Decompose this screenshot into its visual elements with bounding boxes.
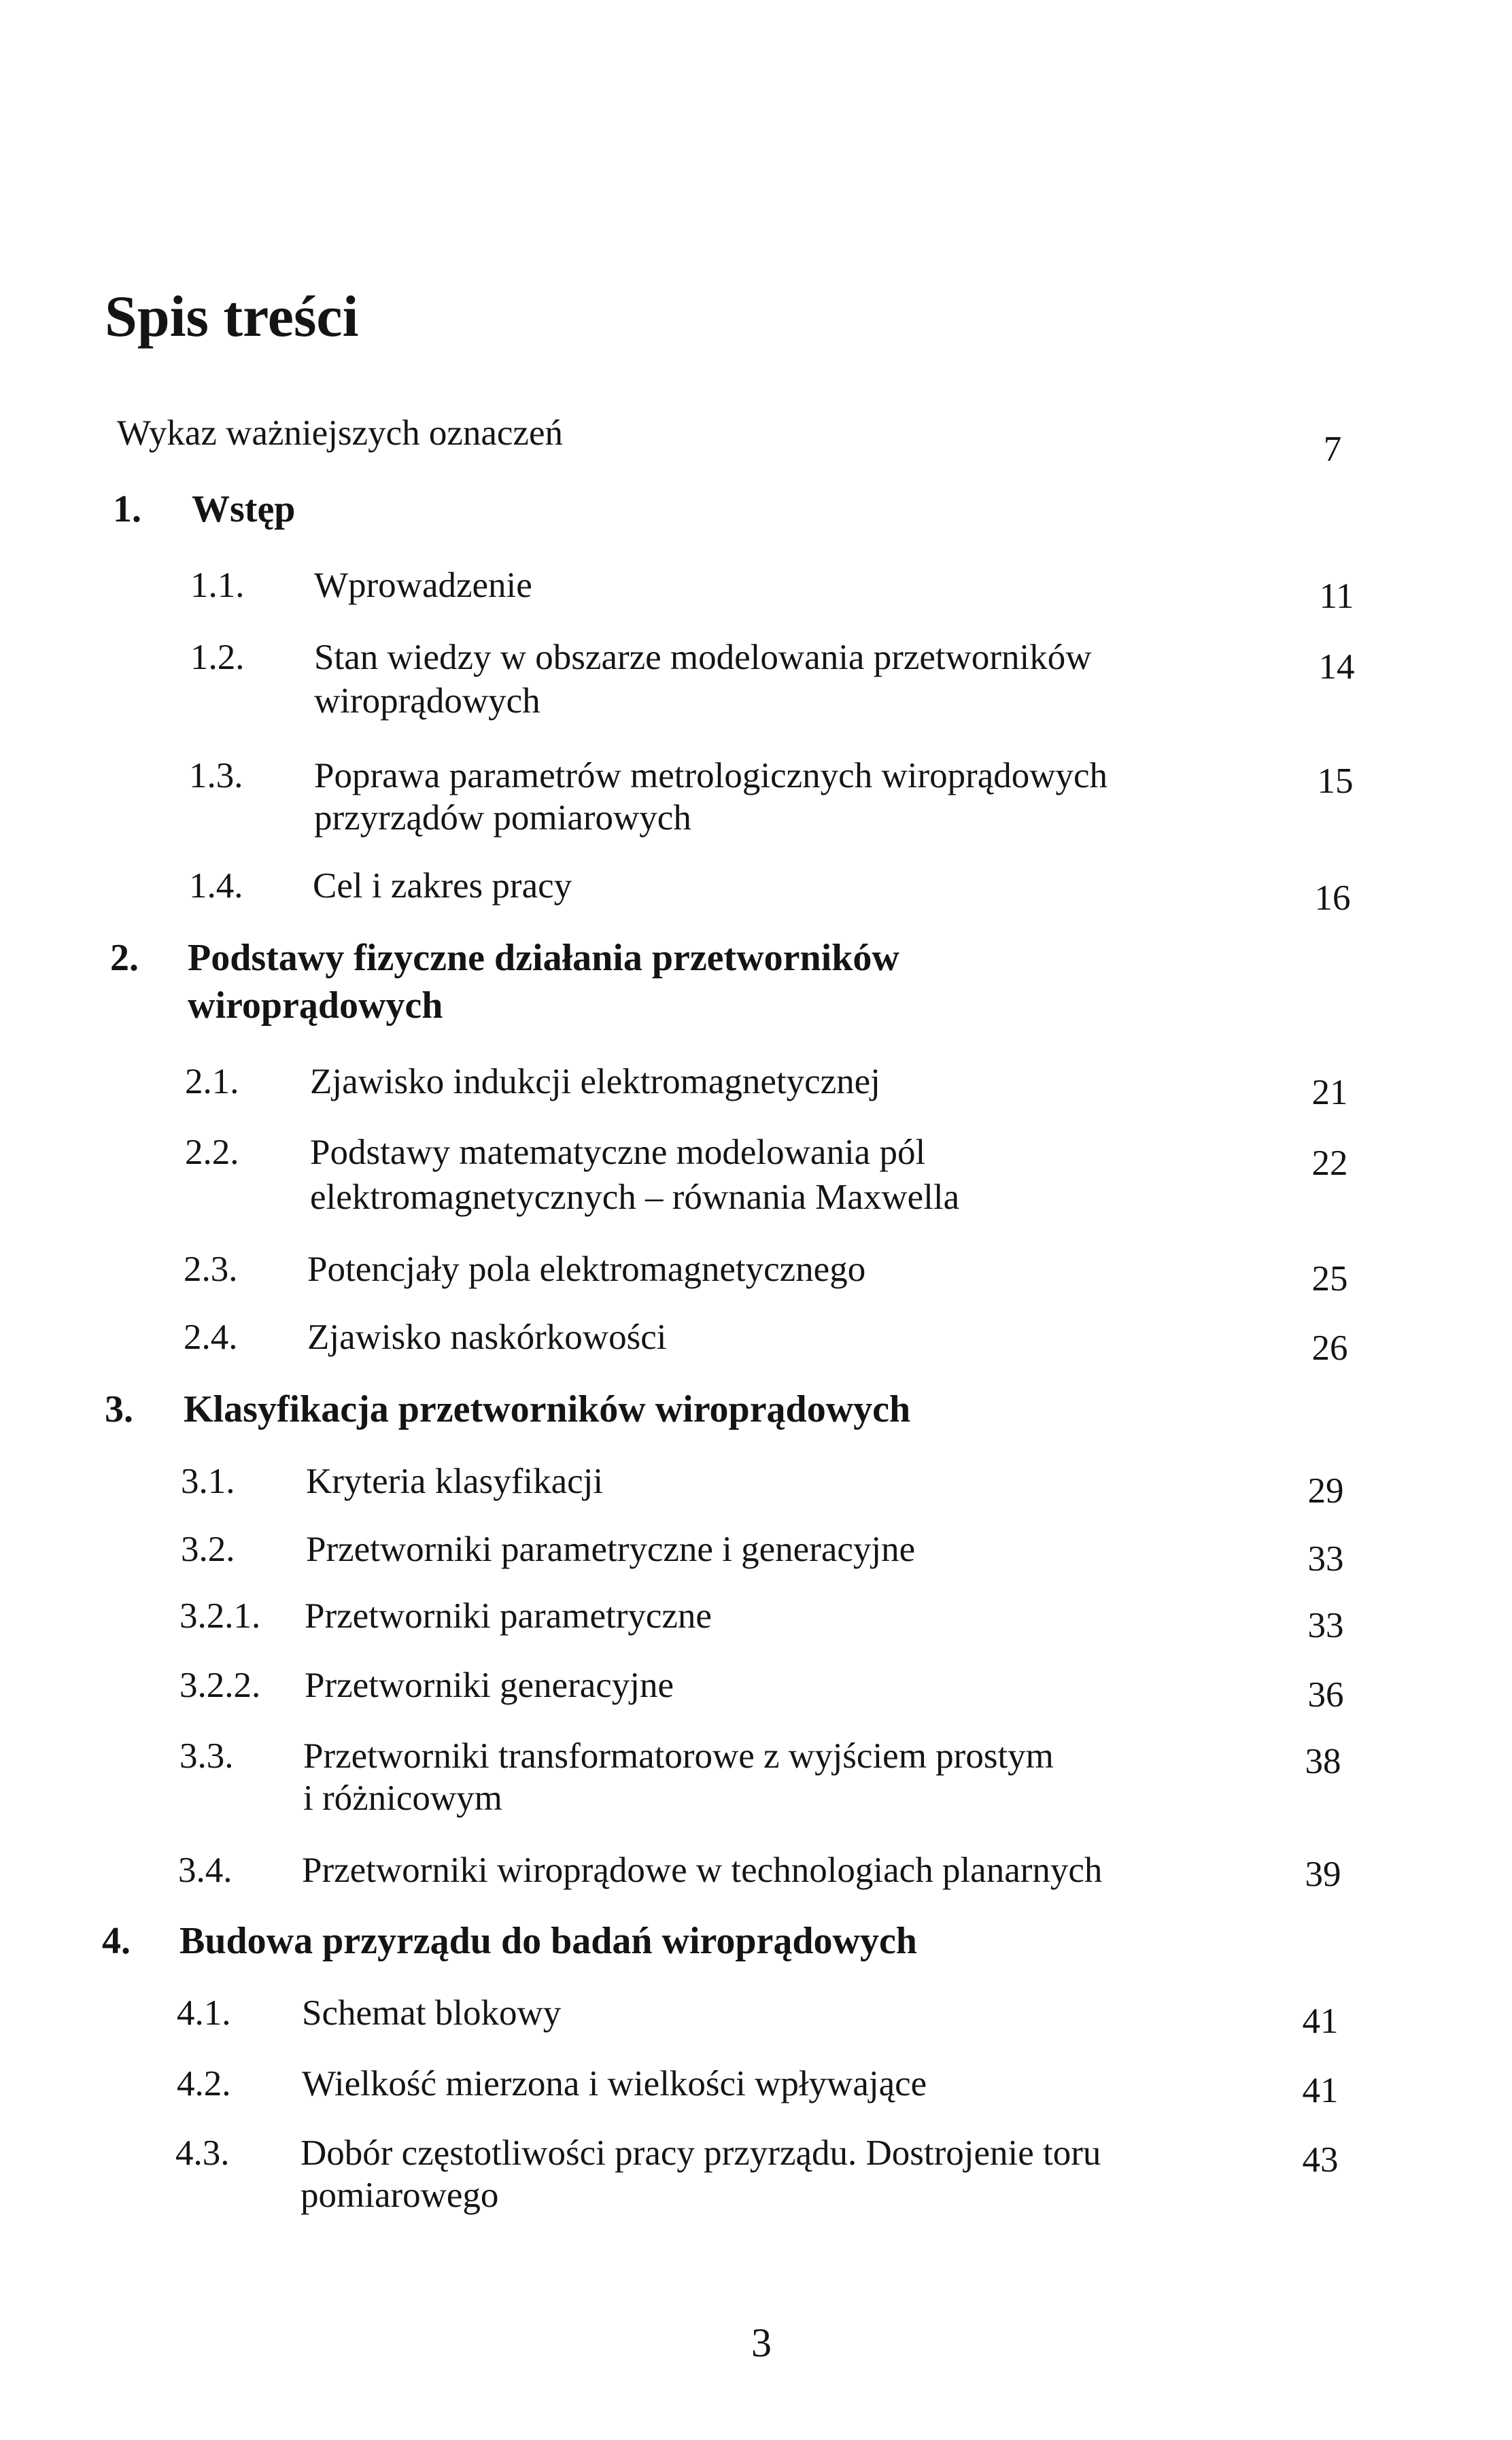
chapter-3-title: Klasyfikacja przetworników wiroprądowych [184, 1388, 911, 1430]
section-1-2-number: 1.2. [190, 638, 245, 677]
section-1-2-title-cont: wiroprądowych [314, 681, 540, 721]
section-3-2-2-title: Przetworniki generacyjne [305, 1666, 674, 1705]
section-4-3-title-cont: pomiarowego [300, 2176, 499, 2215]
page-title: Spis treści [105, 283, 359, 349]
section-2-4-page: 26 [1311, 1328, 1348, 1368]
section-3-4-page: 39 [1305, 1855, 1341, 1894]
chapter-4-number: 4. [102, 1920, 131, 1962]
section-2-3-page: 25 [1311, 1259, 1348, 1299]
section-1-2-title: Stan wiedzy w obszarze modelowania przetworników [314, 638, 1092, 677]
section-3-3-title: Przetworniki transformatorowe z wyjściem prostym [303, 1736, 1054, 1776]
section-2-2-page: 22 [1311, 1144, 1348, 1183]
section-2-2-number: 2.2. [185, 1133, 239, 1172]
section-2-1-number: 2.1. [185, 1062, 239, 1101]
section-2-4-title: Zjawisko naskórkowości [307, 1318, 667, 1357]
section-3-2-1-title: Przetworniki parametryczne [305, 1596, 712, 1636]
section-2-4-number: 2.4. [184, 1318, 238, 1357]
chapter-2-title-cont: wiroprądowych [188, 984, 443, 1027]
section-3-1-title: Kryteria klasyfikacji [306, 1462, 604, 1501]
intro-page-number: 7 [1323, 430, 1342, 469]
section-4-2-page: 41 [1302, 2071, 1339, 2110]
section-3-3-number: 3.3. [179, 1736, 234, 1776]
section-3-2-number: 3.2. [181, 1530, 235, 1569]
section-2-3-title: Potencjały pola elektromagnetycznego [307, 1250, 866, 1289]
section-2-2-title: Podstawy matematyczne modelowania pól [310, 1133, 926, 1172]
section-3-3-page: 38 [1305, 1742, 1341, 1781]
chapter-4-title: Budowa przyrządu do badań wiroprądowych [179, 1920, 917, 1962]
section-3-2-1-number: 3.2.1. [179, 1596, 261, 1636]
chapter-3-number: 3. [105, 1388, 133, 1430]
section-1-3-title: Poprawa parametrów metrologicznych wiroprądowych [314, 756, 1108, 795]
section-4-2-title: Wielkość mierzona i wielkości wpływające [302, 2064, 927, 2103]
section-1-3-number: 1.3. [189, 756, 243, 795]
section-3-4-number: 3.4. [178, 1851, 233, 1890]
section-1-3-page: 15 [1317, 761, 1354, 801]
section-3-3-title-cont: i różnicowym [303, 1779, 502, 1818]
chapter-1-title: Wstęp [192, 488, 296, 530]
chapter-2-number: 2. [110, 937, 139, 979]
section-1-4-page: 16 [1314, 878, 1351, 918]
section-4-3-page: 43 [1302, 2140, 1339, 2180]
section-3-2-page: 33 [1307, 1539, 1344, 1579]
section-3-2-1-page: 33 [1307, 1606, 1344, 1645]
section-1-1-page: 11 [1319, 577, 1354, 616]
section-3-2-2-number: 3.2.2. [179, 1666, 261, 1705]
section-4-3-number: 4.3. [175, 2133, 230, 2173]
section-2-1-page: 21 [1311, 1073, 1348, 1112]
section-3-2-title: Przetworniki parametryczne i generacyjne [306, 1530, 916, 1569]
section-4-2-number: 4.2. [177, 2064, 231, 2103]
section-4-1-page: 41 [1302, 2001, 1339, 2041]
section-1-1-number: 1.1. [190, 566, 245, 605]
section-2-2-title-cont: elektromagnetycznych – równania Maxwella [310, 1178, 960, 1217]
section-1-4-title: Cel i zakres pracy [313, 866, 572, 906]
section-3-2-2-page: 36 [1307, 1675, 1344, 1715]
section-4-3-title: Dobór częstotliwości pracy przyrządu. Dostrojenie toru [300, 2133, 1101, 2173]
section-1-1-title: Wprowadzenie [314, 566, 532, 605]
section-1-3-title-cont: przyrządów pomiarowych [314, 798, 691, 838]
chapter-2-title: Podstawy fizyczne działania przetworników [188, 937, 899, 979]
section-4-1-title: Schemat blokowy [302, 1993, 562, 2033]
section-3-1-number: 3.1. [181, 1462, 235, 1501]
section-2-3-number: 2.3. [184, 1250, 238, 1289]
section-2-1-title: Zjawisko indukcji elektromagnetycznej [310, 1062, 880, 1101]
section-3-4-title: Przetworniki wiroprądowe w technologiach planarnych [302, 1851, 1103, 1890]
section-1-2-page: 14 [1318, 647, 1355, 687]
section-3-1-page: 29 [1307, 1471, 1344, 1511]
intro-entry: Wykaz ważniejszych oznaczeń [117, 413, 563, 453]
chapter-1-number: 1. [113, 488, 141, 530]
page-number: 3 [751, 2320, 772, 2365]
section-1-4-number: 1.4. [189, 866, 243, 906]
section-4-1-number: 4.1. [177, 1993, 231, 2033]
